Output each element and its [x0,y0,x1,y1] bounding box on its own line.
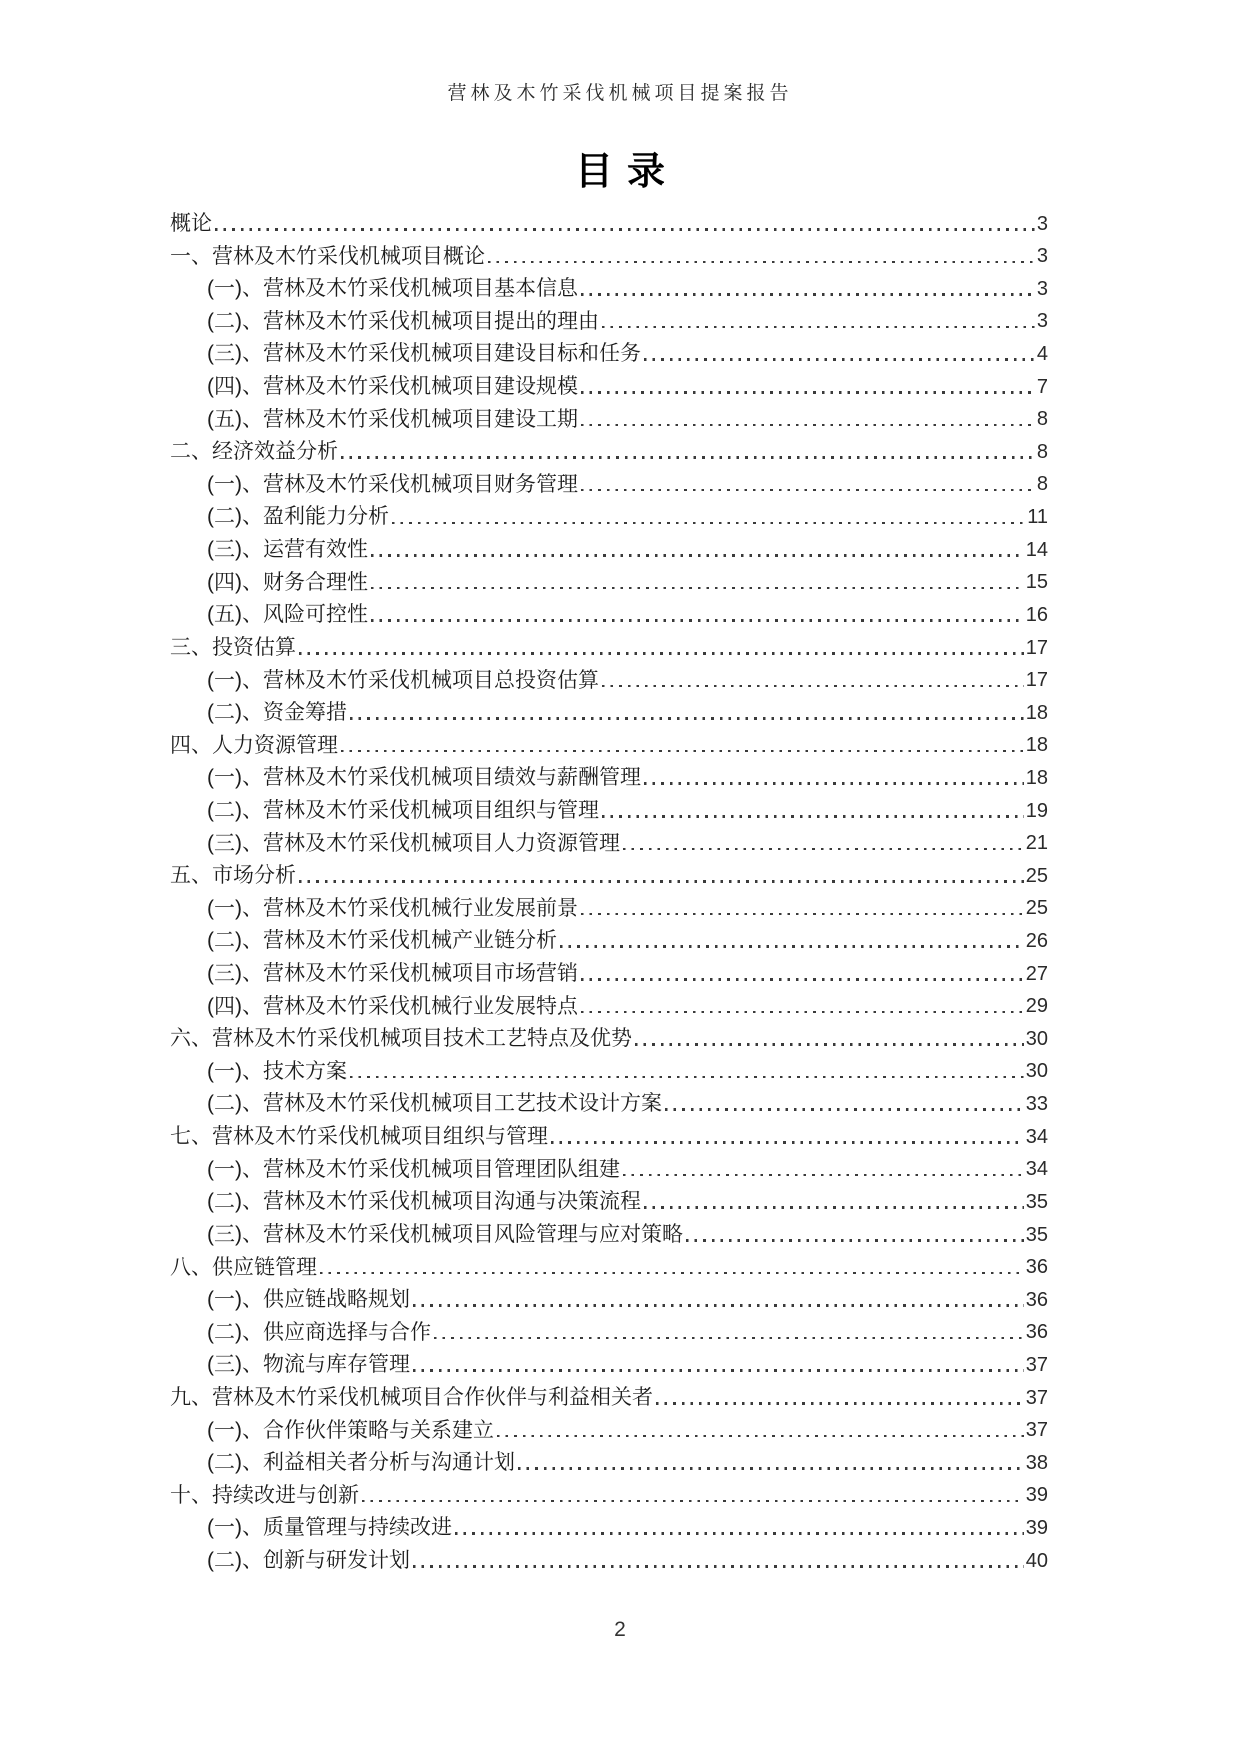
toc-entry-page-number: 21 [1025,832,1048,855]
toc-entry-label: 八、供应链管理 [170,1255,317,1279]
toc-entry-label: 九、营林及木竹采伐机械项目合作伙伴与利益相关者 [170,1385,653,1409]
toc-entry-page-number: 18 [1025,766,1048,789]
toc-dot-leader [488,261,1035,264]
toc-entry-page-number: 37 [1025,1353,1048,1376]
toc-dot-leader [299,880,1024,883]
toc-dot-leader [602,326,1035,329]
toc-entry-label: (一)、质量管理与持续改进 [207,1516,452,1540]
toc-entry-label: (三)、营林及木竹采伐机械项目风险管理与应对策略 [207,1222,683,1246]
toc-entry-label: (二)、资金筹措 [207,701,347,725]
toc-dot-leader [623,1174,1024,1177]
toc-entry[interactable] [170,237,1048,270]
toc-entry[interactable] [170,1476,1048,1509]
toc-dot-leader [320,1272,1024,1275]
toc-entry-label: (五)、营林及木竹采伐机械项目建设工期 [207,407,578,431]
toc-dot-leader [581,293,1035,296]
toc-entry-label: (一)、营林及木竹采伐机械项目绩效与薪酬管理 [207,766,641,790]
toc-entry-label: (二)、营林及木竹采伐机械项目工艺技术设计方案 [207,1092,662,1116]
toc-entry[interactable] [170,1215,1048,1248]
toc-entry-label: 二、经济效益分析 [170,440,338,464]
toc-dot-leader [371,554,1024,557]
toc-entry[interactable] [170,1280,1048,1313]
toc-dot-leader [602,685,1024,688]
toc-dot-leader [371,587,1024,590]
toc-entry[interactable] [170,693,1048,726]
toc-entry[interactable] [170,563,1048,596]
toc-entry[interactable] [170,302,1048,335]
toc-entry[interactable] [170,595,1048,628]
toc-entry[interactable] [170,1117,1048,1150]
toc-entry-page-number: 19 [1025,799,1048,822]
toc-entry[interactable] [170,1411,1048,1444]
toc-entry-page-number: 4 [1036,343,1048,366]
toc-entry-label: 六、营林及木竹采伐机械项目技术工艺特点及优势 [170,1027,632,1051]
toc-entry[interactable] [170,204,1048,237]
toc-entry-label: (一)、供应链战略规划 [207,1288,410,1312]
toc-entry-label: (二)、盈利能力分析 [207,505,389,529]
toc-dot-leader [623,848,1024,851]
toc-entry[interactable] [170,726,1048,759]
toc-entry-page-number: 25 [1025,864,1048,887]
toc-entry-label: (三)、营林及木竹采伐机械项目建设目标和任务 [207,342,641,366]
toc-entry[interactable] [170,432,1048,465]
toc-entry-label: 三、投资估算 [170,635,296,659]
toc-entry[interactable] [170,1443,1048,1476]
toc-entry[interactable] [170,1345,1048,1378]
toc-entry-page-number: 14 [1025,538,1048,561]
toc-entry-page-number: 18 [1025,701,1048,724]
toc-entry[interactable] [170,954,1048,987]
toc-entry-label: (一)、技术方案 [207,1059,347,1083]
toc-entry-page-number: 34 [1025,1158,1048,1181]
toc-entry-label: (二)、营林及木竹采伐机械项目沟通与决策流程 [207,1190,641,1214]
toc-title: 目录 [574,151,679,193]
toc-entry-page-number: 36 [1025,1256,1048,1279]
toc-dot-leader [413,1369,1024,1372]
toc-dot-leader [362,1500,1024,1503]
toc-dot-leader [581,978,1024,981]
toc-entry-label: (五)、风险可控性 [207,603,368,627]
toc-dot-leader [350,717,1024,720]
toc-entry-label: (一)、营林及木竹采伐机械项目财务管理 [207,472,578,496]
toc-dot-leader [392,522,1025,525]
toc-dot-leader [455,1532,1024,1535]
toc-entry-page-number: 3 [1036,277,1048,300]
toc-entry[interactable] [170,824,1048,857]
toc-entry-page-number: 15 [1025,571,1048,594]
toc-dot-leader [635,1043,1024,1046]
toc-entry-page-number: 33 [1025,1093,1048,1116]
toc-dot-leader [497,1435,1024,1438]
toc-entry-label: (四)、营林及木竹采伐机械项目建设规模 [207,375,578,399]
toc-entry[interactable] [170,334,1048,367]
toc-entry-label: 概论 [170,212,212,235]
toc-entry[interactable] [170,1052,1048,1085]
toc-entry[interactable] [170,628,1048,661]
toc-entry-page-number: 30 [1025,1060,1048,1083]
toc-entry-page-number: 8 [1036,440,1048,463]
toc-entry-page-number: 18 [1025,734,1048,757]
toc-list [170,204,1048,1574]
toc-entry-label: (二)、供应商选择与合作 [207,1320,431,1344]
toc-entry-label: 四、人力资源管理 [170,733,338,757]
toc-dot-leader [413,1304,1024,1307]
document-header-title: 营林及木竹采伐机械项目提案报告 [447,83,793,104]
toc-entry-page-number: 36 [1025,1321,1048,1344]
toc-entry[interactable] [170,465,1048,498]
toc-entry[interactable] [170,1084,1048,1117]
toc-dot-leader [686,1239,1024,1242]
toc-entry[interactable] [170,1150,1048,1183]
toc-entry[interactable] [170,856,1048,889]
toc-entry-page-number: 30 [1025,1027,1048,1050]
toc-entry[interactable] [170,497,1048,530]
toc-entry-label: 七、营林及木竹采伐机械项目组织与管理 [170,1125,548,1149]
toc-entry-page-number: 39 [1025,1484,1048,1507]
toc-entry-label: (一)、营林及木竹采伐机械项目基本信息 [207,277,578,301]
toc-entry[interactable] [170,1248,1048,1281]
toc-entry-page-number: 26 [1025,930,1048,953]
toc-entry-page-number: 37 [1025,1419,1048,1442]
toc-dot-leader [581,1011,1024,1014]
toc-entry-page-number: 29 [1025,995,1048,1018]
toc-dot-leader [644,358,1035,361]
toc-dot-leader [581,424,1035,427]
page-number: 2 [614,1618,626,1641]
toc-dot-leader [413,1565,1024,1568]
toc-entry[interactable] [170,400,1048,433]
toc-entry-label: (四)、财务合理性 [207,570,368,594]
toc-entry[interactable] [170,367,1048,400]
toc-entry-page-number: 17 [1025,636,1048,659]
toc-entry[interactable] [170,758,1048,791]
toc-entry-label: (三)、物流与库存管理 [207,1353,410,1377]
toc-entry-label: (二)、利益相关者分析与沟通计划 [207,1451,515,1475]
toc-entry[interactable] [170,987,1048,1020]
toc-dot-leader [644,782,1024,785]
toc-dot-leader [299,652,1024,655]
toc-dot-leader [665,1108,1024,1111]
toc-entry-page-number: 40 [1025,1549,1048,1572]
toc-entry-label: (二)、营林及木竹采伐机械项目组织与管理 [207,798,599,822]
toc-dot-leader [350,1076,1024,1079]
toc-entry[interactable] [170,889,1048,922]
toc-dot-leader [341,750,1024,753]
toc-dot-leader [341,456,1035,459]
toc-entry-label: 五、市场分析 [170,864,296,888]
toc-entry-label: (一)、营林及木竹采伐机械项目总投资估算 [207,668,599,692]
toc-entry-page-number: 39 [1025,1516,1048,1539]
toc-entry-label: (三)、营林及木竹采伐机械项目人力资源管理 [207,831,620,855]
toc-entry-page-number: 34 [1025,1125,1048,1148]
toc-entry-label: (一)、合作伙伴策略与关系建立 [207,1418,494,1442]
toc-dot-leader [581,913,1024,916]
toc-entry-page-number: 35 [1025,1223,1048,1246]
toc-dot-leader [371,619,1024,622]
toc-entry[interactable] [170,1019,1048,1052]
toc-entry[interactable] [170,530,1048,563]
toc-entry-label: (二)、创新与研发计划 [207,1548,410,1572]
toc-dot-leader [581,391,1035,394]
toc-entry-page-number: 27 [1025,962,1048,985]
toc-entry-page-number: 17 [1025,669,1048,692]
toc-entry-page-number: 3 [1036,245,1048,268]
toc-entry[interactable] [170,791,1048,824]
toc-dot-leader [560,945,1024,948]
toc-entry-page-number: 38 [1025,1451,1048,1474]
toc-entry-label: (三)、运营有效性 [207,538,368,562]
toc-entry-page-number: 11 [1027,506,1048,529]
toc-entry-page-number: 3 [1036,310,1048,333]
toc-dot-leader [518,1467,1024,1470]
toc-dot-leader [215,228,1035,231]
toc-entry-page-number: 37 [1025,1386,1048,1409]
toc-entry-page-number: 7 [1036,375,1048,398]
toc-dot-leader [644,1206,1024,1209]
toc-dot-leader [602,815,1024,818]
toc-entry-page-number: 8 [1036,473,1048,496]
toc-entry-page-number: 16 [1025,603,1048,626]
toc-entry-label: (三)、营林及木竹采伐机械项目市场营销 [207,962,578,986]
toc-dot-leader [656,1402,1024,1405]
toc-entry-page-number: 3 [1036,212,1048,235]
toc-entry-label: (二)、营林及木竹采伐机械项目提出的理由 [207,309,599,333]
toc-entry[interactable] [170,921,1048,954]
toc-entry[interactable] [170,1313,1048,1346]
toc-dot-leader [581,489,1035,492]
toc-entry-page-number: 8 [1036,408,1048,431]
toc-entry[interactable] [170,1508,1048,1541]
toc-entry-label: (一)、营林及木竹采伐机械项目管理团队组建 [207,1157,620,1181]
toc-dot-leader [551,1141,1024,1144]
toc-entry-label: (一)、营林及木竹采伐机械行业发展前景 [207,896,578,920]
toc-entry-page-number: 36 [1025,1288,1048,1311]
toc-entry[interactable] [170,1182,1048,1215]
toc-dot-leader [434,1337,1024,1340]
toc-entry[interactable] [170,269,1048,302]
toc-entry[interactable] [170,661,1048,694]
toc-entry-label: (四)、营林及木竹采伐机械行业发展特点 [207,994,578,1018]
toc-entry[interactable] [170,1378,1048,1411]
toc-entry-page-number: 25 [1025,897,1048,920]
toc-entry-label: 一、营林及木竹采伐机械项目概论 [170,244,485,268]
toc-entry[interactable] [170,1541,1048,1574]
toc-entry-label: (二)、营林及木竹采伐机械产业链分析 [207,929,557,953]
toc-entry-page-number: 35 [1025,1190,1048,1213]
toc-entry-label: 十、持续改进与创新 [170,1483,359,1507]
